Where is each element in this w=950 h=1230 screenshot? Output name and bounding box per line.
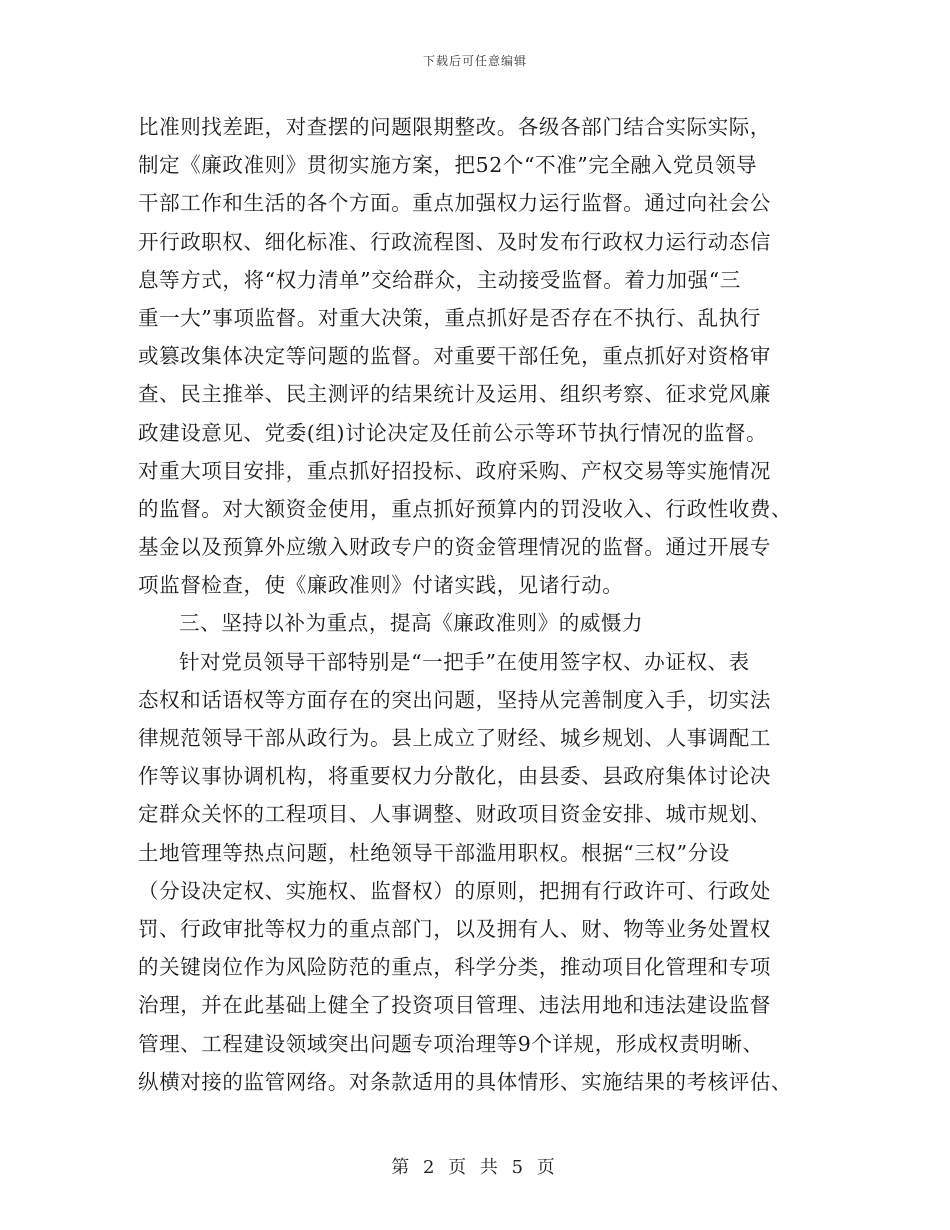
body-line: 罚、行政审批等权力的重点部门，以及拥有人、财、物等业务处置权 [138,916,771,941]
section-heading: 三、坚持以补为重点，提高《廉政准则》的威慑力 [179,611,644,636]
body-line: 律规范领导干部从政行为。县上成立了财经、城乡规划、人事调配工 [138,726,771,750]
body-line: 定群众关怀的工程项目、人事调整、财政项目资金安排、城市规划、 [138,802,771,827]
body-line: 制定《廉政准则》贯彻实施方案，把52个“不准”完全融入党员领导 [138,153,758,178]
body-line: 干部工作和生活的各个方面。重点加强权力运行监督。通过向社会公 [138,191,771,216]
body-line: 纵横对接的监管网络。对条款适用的具体情形、实施结果的考核评估、 [138,1069,793,1094]
body-line: 的关键岗位作为风险防范的重点，科学分类，推动项目化管理和专项 [138,955,771,980]
paragraph-first-line: 针对党员领导干部特别是“一把手”在使用签字权、办证权、表 [179,649,750,674]
body-line: 管理、工程建设领域突出问题专项治理等9个详规，形成权责明晰、 [138,1031,764,1056]
page-footer: 第 2 页 共 5 页 [391,1157,559,1178]
body-line: 态权和话语权等方面存在的突出问题，坚持从完善制度入手，切实法 [138,687,771,712]
body-line: 作等议事协调机构，将重要权力分散化，由县委、县政府集体讨论决 [138,764,771,789]
body-line: 的监督。对大额资金使用，重点抓好预算内的罚没收入、行政性收费、 [138,496,793,521]
body-line: 或篡改集体决定等问题的监督。对重要干部任免，重点抓好对资格审 [138,344,771,369]
body-line: 查、民主推举、民主测评的结果统计及运用、组织考察、征求党风廉 [138,382,771,407]
document-body [138,108,818,1101]
body-line: 比准则找差距，对查摆的问题限期整改。各级各部门结合实际实际， [138,115,771,139]
body-line: 基金以及预算外应缴入财政专户的资金管理情况的监督。通过开展专 [138,535,771,560]
body-line: 重一大”事项监督。对重大决策，重点抓好是否存在不执行、乱执行 [138,305,761,330]
body-line: 土地管理等热点问题，杜绝领导干部滥用职权。根据“三权”分设 [138,840,730,865]
body-line: 息等方式，将“权力清单”交给群众，主动接受监督。着力加强“三 [138,267,741,292]
page-header: 下载后可任意编辑 [422,54,527,68]
body-line: 政建设意见、党委(组)讨论决定及任前公示等环节执行情况的监督。 [138,420,768,445]
body-line: 项监督检查，使《廉政准则》付诸实践，见诸行动。 [138,573,624,598]
body-line: 治理，并在此基础上健全了投资项目管理、违法用地和违法建设监督 [138,993,771,1018]
body-line: （分设决定权、实施权、监督权）的原则，把拥有行政许可、行政处 [138,878,771,903]
body-line: 开行政职权、细化标准、行政流程图、及时发布行政权力运行动态信 [138,229,771,254]
body-line: 对重大项目安排，重点抓好招投标、政府采购、产权交易等实施情况 [138,458,771,483]
